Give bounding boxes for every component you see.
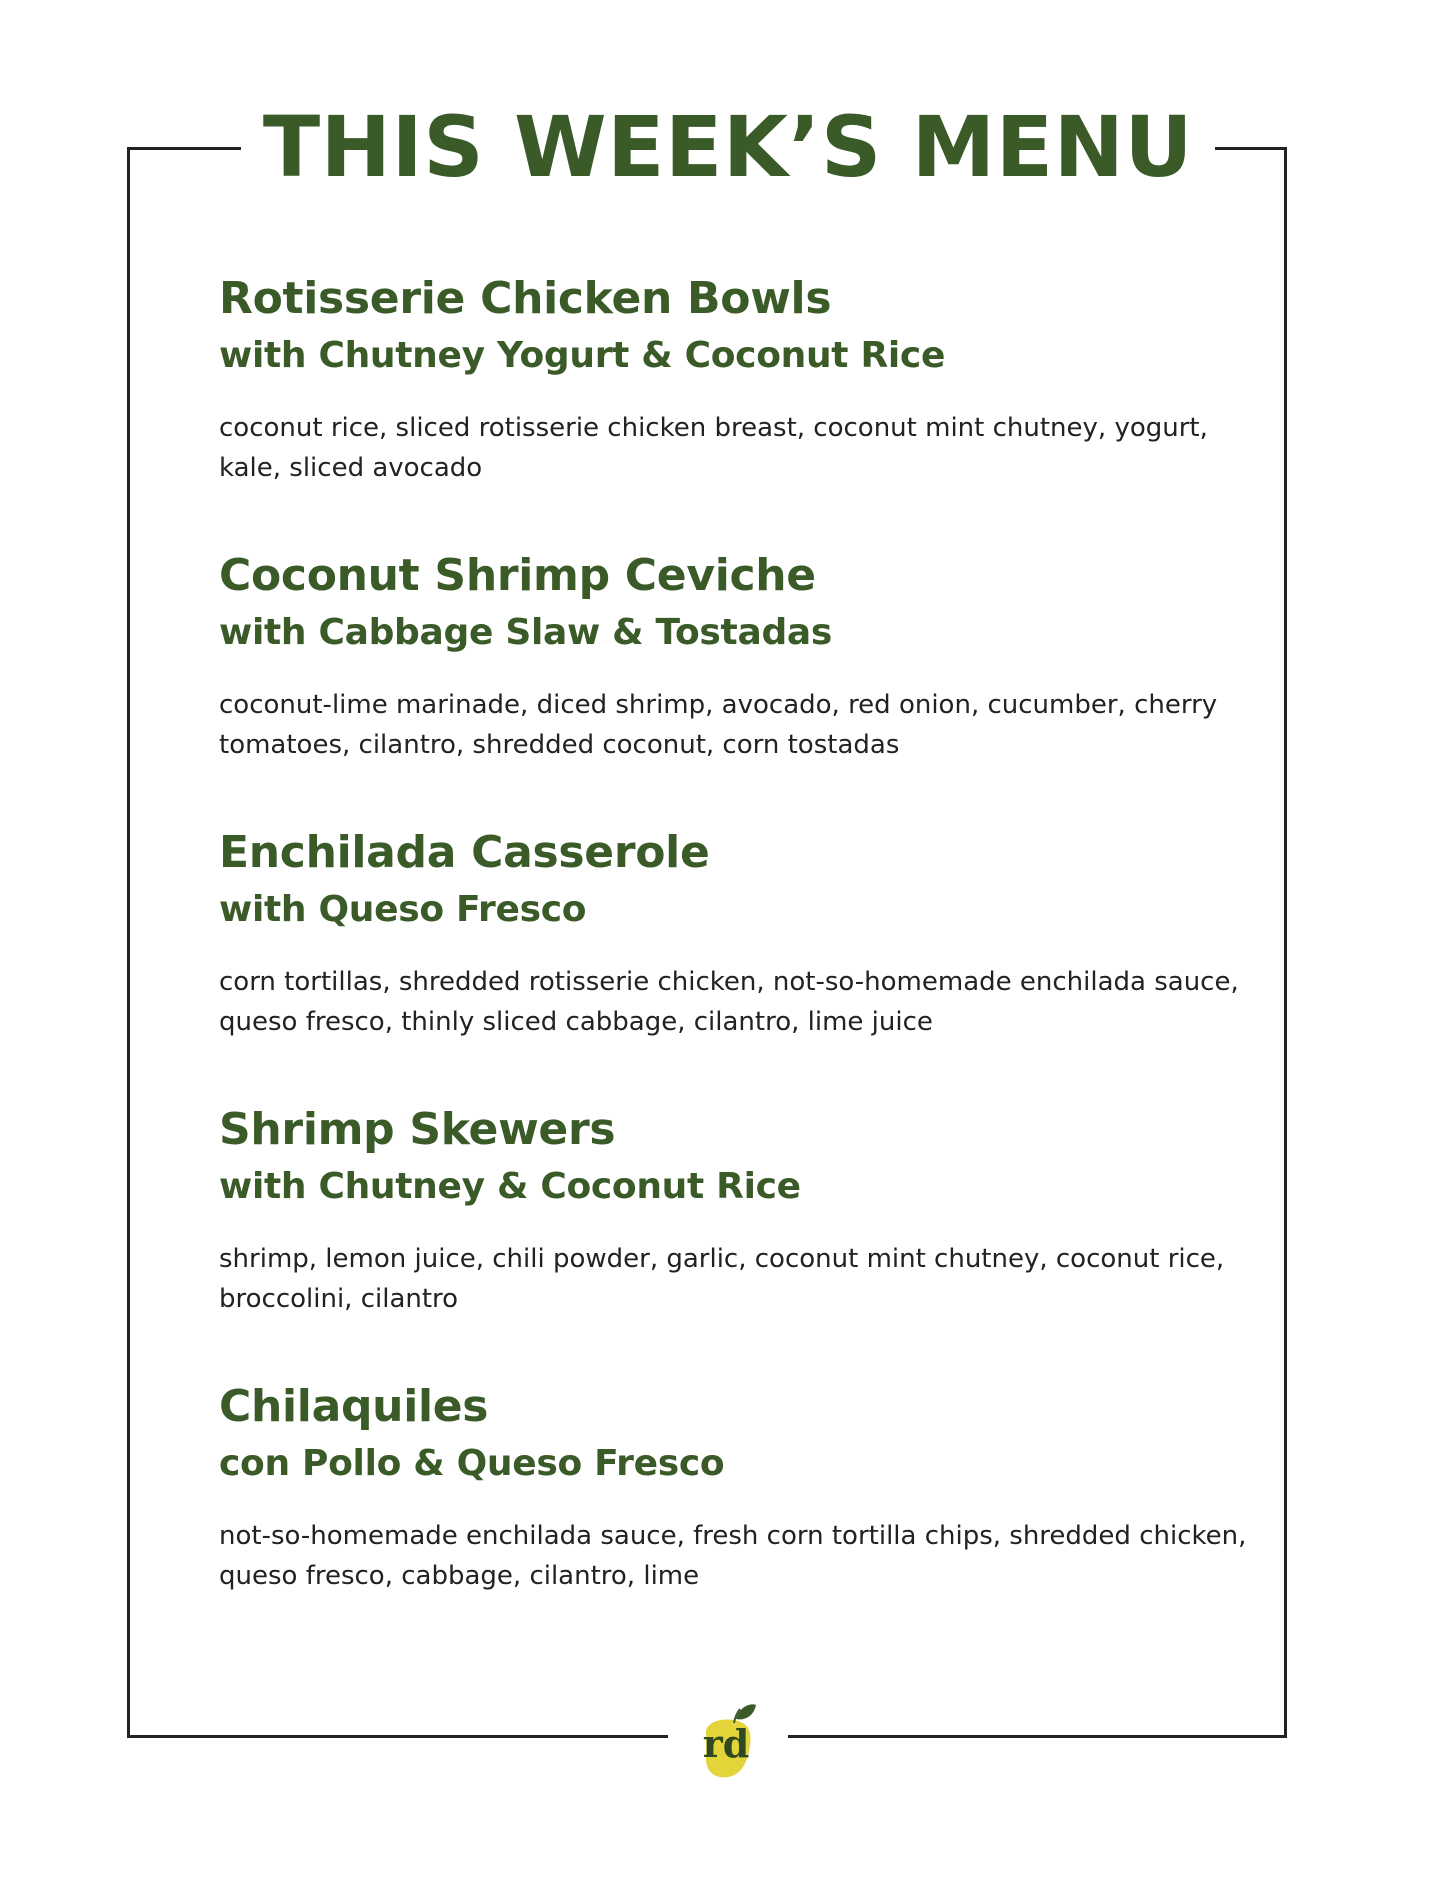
dish-subtitle: with Chutney Yogurt & Coconut Rice	[219, 335, 946, 376]
dish-description: not-so-homemade enchilada sauce, fresh corn tortilla chips, shredded chicken, queso fresco, cabbage, cilantro, lime	[219, 1521, 1247, 1591]
menu-item-enchilada-casserole	[219, 824, 1259, 1101]
page-title-wrapper	[0, 92, 1456, 202]
dish-description: coconut rice, sliced rotisserie chicken breast, coconut mint chutney, yogurt, kale, sliced avocado	[219, 413, 1208, 483]
logo-letters: rd	[702, 1721, 750, 1766]
dish-description: shrimp, lemon juice, chili powder, garlic, coconut mint chutney, coconut rice, broccolini, cilantro	[219, 1244, 1225, 1314]
dish-name: Rotisserie Chicken Bowls	[219, 273, 832, 324]
menu-item-rotisserie-chicken-bowls	[219, 270, 1259, 547]
dish-name: Chilaquiles	[219, 1381, 489, 1432]
menu-item-chilaquiles	[219, 1378, 1259, 1655]
dish-subtitle: with Queso Fresco	[219, 889, 587, 930]
dish-name: Shrimp Skewers	[219, 1104, 616, 1155]
dish-subtitle: con Pollo & Queso Fresco	[219, 1443, 725, 1484]
page-title: THIS WEEK’S MENU	[241, 92, 1215, 202]
lemon-logo-icon	[668, 1695, 788, 1785]
dish-subtitle: with Cabbage Slaw & Tostadas	[219, 612, 833, 653]
dish-description: coconut-lime marinade, diced shrimp, avocado, red onion, cucumber, cherry tomatoes, cilantro, shredded coconut, corn tostadas	[219, 690, 1218, 760]
dish-subtitle: with Chutney & Coconut Rice	[219, 1166, 801, 1207]
menu-item-coconut-shrimp-ceviche	[219, 547, 1259, 824]
menu-list	[219, 270, 1259, 1655]
dish-description: corn tortillas, shredded rotisserie chicken, not-so-homemade enchilada sauce, queso fresco, thinly sliced cabbage, cilantro, lime juice	[219, 967, 1239, 1037]
dish-name: Coconut Shrimp Ceviche	[219, 550, 816, 601]
dish-name: Enchilada Casserole	[219, 827, 710, 878]
brand-logo	[668, 1695, 788, 1785]
menu-item-shrimp-skewers	[219, 1101, 1259, 1378]
